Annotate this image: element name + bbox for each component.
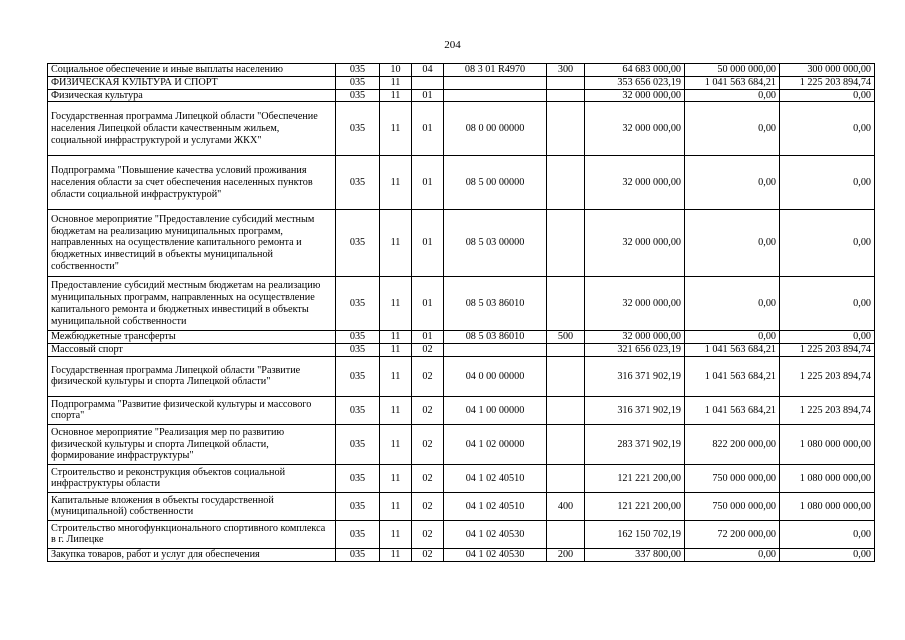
amount-year-3: 1 225 203 894,74 <box>780 356 875 396</box>
ved-code: 035 <box>336 331 380 344</box>
ved-code: 035 <box>336 464 380 492</box>
subsection-code: 01 <box>412 277 444 331</box>
amount-year-1: 32 000 000,00 <box>585 277 685 331</box>
amount-year-2: 0,00 <box>685 102 780 156</box>
subsection-code: 01 <box>412 102 444 156</box>
target-article-code: 08 5 00 00000 <box>444 156 547 210</box>
ved-code: 035 <box>336 76 380 89</box>
table-row <box>48 396 875 424</box>
amount-year-1: 32 000 000,00 <box>585 89 685 102</box>
amount-year-2: 1 041 563 684,21 <box>685 356 780 396</box>
subsection-code: 01 <box>412 331 444 344</box>
section-code: 11 <box>380 89 412 102</box>
ved-code: 035 <box>336 424 380 464</box>
section-code: 11 <box>380 356 412 396</box>
expense-type-code <box>547 520 585 548</box>
target-article-code <box>444 344 547 357</box>
amount-year-3: 0,00 <box>780 156 875 210</box>
expense-type-code <box>547 464 585 492</box>
subsection-code: 01 <box>412 210 444 277</box>
target-article-code: 04 1 02 00000 <box>444 424 547 464</box>
section-code: 11 <box>380 277 412 331</box>
amount-year-1: 32 000 000,00 <box>585 331 685 344</box>
expense-type-code <box>547 424 585 464</box>
subsection-code: 02 <box>412 424 444 464</box>
target-article-code: 04 1 02 40510 <box>444 464 547 492</box>
amount-year-1: 283 371 902,19 <box>585 424 685 464</box>
ved-code: 035 <box>336 89 380 102</box>
row-name: ФИЗИЧЕСКАЯ КУЛЬТУРА И СПОРТ <box>48 76 336 89</box>
expense-type-code <box>547 210 585 277</box>
target-article-code: 08 0 00 00000 <box>444 102 547 156</box>
amount-year-3: 1 080 000 000,00 <box>780 464 875 492</box>
subsection-code: 02 <box>412 464 444 492</box>
table-row <box>48 520 875 548</box>
amount-year-2: 750 000 000,00 <box>685 492 780 520</box>
row-name: Физическая культура <box>48 89 336 102</box>
table-row <box>48 277 875 331</box>
row-name: Строительство многофункционального спортивного комплекса в г. Липецке <box>48 520 336 548</box>
amount-year-1: 353 656 023,19 <box>585 76 685 89</box>
amount-year-1: 121 221 200,00 <box>585 492 685 520</box>
expense-type-code: 300 <box>547 64 585 77</box>
section-code: 11 <box>380 76 412 89</box>
expense-type-code <box>547 344 585 357</box>
row-name: Строительство и реконструкция объектов социальной инфраструктуры области <box>48 464 336 492</box>
ved-code: 035 <box>336 64 380 77</box>
expense-type-code <box>547 277 585 331</box>
target-article-code: 04 1 02 40530 <box>444 548 547 561</box>
amount-year-1: 32 000 000,00 <box>585 210 685 277</box>
row-name: Закупка товаров, работ и услуг для обеспечения <box>48 548 336 561</box>
target-article-code: 08 5 03 00000 <box>444 210 547 277</box>
amount-year-3: 0,00 <box>780 210 875 277</box>
ved-code: 035 <box>336 277 380 331</box>
section-code: 11 <box>380 548 412 561</box>
table-row <box>48 424 875 464</box>
ved-code: 035 <box>336 356 380 396</box>
amount-year-2: 1 041 563 684,21 <box>685 344 780 357</box>
row-name: Подпрограмма "Развитие физической культуры и массового спорта" <box>48 396 336 424</box>
expense-type-code <box>547 156 585 210</box>
amount-year-1: 337 800,00 <box>585 548 685 561</box>
amount-year-1: 32 000 000,00 <box>585 102 685 156</box>
amount-year-2: 1 041 563 684,21 <box>685 76 780 89</box>
expense-type-code: 200 <box>547 548 585 561</box>
target-article-code: 04 1 02 40510 <box>444 492 547 520</box>
target-article-code: 08 5 03 86010 <box>444 277 547 331</box>
amount-year-1: 121 221 200,00 <box>585 464 685 492</box>
amount-year-2: 72 200 000,00 <box>685 520 780 548</box>
section-code: 11 <box>380 331 412 344</box>
subsection-code: 04 <box>412 64 444 77</box>
row-name: Межбюджетные трансферты <box>48 331 336 344</box>
table-row <box>48 548 875 561</box>
section-code: 11 <box>380 344 412 357</box>
expense-type-code <box>547 89 585 102</box>
amount-year-3: 0,00 <box>780 331 875 344</box>
target-article-code: 04 0 00 00000 <box>444 356 547 396</box>
row-name: Основное мероприятие "Предоставление субсидий местным бюджетам на реализацию муниципальных программ, направленных на осуществление капитального ремонта и бюджетных инвестиций в объекты муниципальной собственности" <box>48 210 336 277</box>
amount-year-3: 0,00 <box>780 277 875 331</box>
table-row <box>48 356 875 396</box>
amount-year-3: 1 080 000 000,00 <box>780 424 875 464</box>
row-name: Государственная программа Липецкой области "Обеспечение населения Липецкой области качественным жильем, социальной инфраструктурой и услугами ЖКХ" <box>48 102 336 156</box>
table-row <box>48 156 875 210</box>
subsection-code: 02 <box>412 548 444 561</box>
subsection-code: 02 <box>412 356 444 396</box>
subsection-code: 02 <box>412 344 444 357</box>
target-article-code: 08 5 03 86010 <box>444 331 547 344</box>
row-name: Капитальные вложения в объекты государственной (муниципальной) собственности <box>48 492 336 520</box>
target-article-code <box>444 76 547 89</box>
table-row <box>48 210 875 277</box>
amount-year-3: 1 225 203 894,74 <box>780 344 875 357</box>
ved-code: 035 <box>336 520 380 548</box>
table-row <box>48 76 875 89</box>
row-name: Основное мероприятие "Реализация мер по развитию физической культуры и спорта Липецкой области, формирование инфраструктуры" <box>48 424 336 464</box>
expense-type-code: 500 <box>547 331 585 344</box>
amount-year-1: 162 150 702,19 <box>585 520 685 548</box>
amount-year-2: 1 041 563 684,21 <box>685 396 780 424</box>
target-article-code: 04 1 02 40530 <box>444 520 547 548</box>
table-row <box>48 331 875 344</box>
amount-year-1: 32 000 000,00 <box>585 156 685 210</box>
table-row <box>48 64 875 77</box>
amount-year-1: 321 656 023,19 <box>585 344 685 357</box>
amount-year-2: 50 000 000,00 <box>685 64 780 77</box>
section-code: 11 <box>380 396 412 424</box>
amount-year-2: 0,00 <box>685 548 780 561</box>
expense-type-code: 400 <box>547 492 585 520</box>
section-code: 11 <box>380 492 412 520</box>
row-name: Государственная программа Липецкой области "Развитие физической культуры и спорта Липецкой области" <box>48 356 336 396</box>
section-code: 11 <box>380 464 412 492</box>
amount-year-3: 300 000 000,00 <box>780 64 875 77</box>
subsection-code: 02 <box>412 396 444 424</box>
ved-code: 035 <box>336 548 380 561</box>
amount-year-1: 316 371 902,19 <box>585 356 685 396</box>
subsection-code: 02 <box>412 492 444 520</box>
amount-year-2: 822 200 000,00 <box>685 424 780 464</box>
section-code: 11 <box>380 424 412 464</box>
ved-code: 035 <box>336 396 380 424</box>
subsection-code: 02 <box>412 520 444 548</box>
amount-year-3: 0,00 <box>780 520 875 548</box>
section-code: 11 <box>380 156 412 210</box>
amount-year-1: 316 371 902,19 <box>585 396 685 424</box>
amount-year-2: 750 000 000,00 <box>685 464 780 492</box>
subsection-code: 01 <box>412 156 444 210</box>
amount-year-3: 1 225 203 894,74 <box>780 76 875 89</box>
section-code: 11 <box>380 210 412 277</box>
budget-table <box>47 63 875 562</box>
subsection-code <box>412 76 444 89</box>
page-number: 204 <box>444 39 461 51</box>
row-name: Подпрограмма "Повышение качества условий проживания населения области за счет обеспечения населенных пунктов области социальной инфраструктурой" <box>48 156 336 210</box>
amount-year-2: 0,00 <box>685 89 780 102</box>
amount-year-3: 0,00 <box>780 89 875 102</box>
table-row <box>48 492 875 520</box>
amount-year-3: 1 225 203 894,74 <box>780 396 875 424</box>
expense-type-code <box>547 356 585 396</box>
table-row <box>48 464 875 492</box>
ved-code: 035 <box>336 210 380 277</box>
ved-code: 035 <box>336 156 380 210</box>
section-code: 11 <box>380 102 412 156</box>
amount-year-2: 0,00 <box>685 210 780 277</box>
expense-type-code <box>547 102 585 156</box>
amount-year-2: 0,00 <box>685 156 780 210</box>
table-row <box>48 89 875 102</box>
section-code: 11 <box>380 520 412 548</box>
amount-year-3: 0,00 <box>780 548 875 561</box>
amount-year-2: 0,00 <box>685 331 780 344</box>
ved-code: 035 <box>336 102 380 156</box>
target-article-code <box>444 89 547 102</box>
row-name: Массовый спорт <box>48 344 336 357</box>
section-code: 10 <box>380 64 412 77</box>
table-row <box>48 344 875 357</box>
ved-code: 035 <box>336 492 380 520</box>
table-row <box>48 102 875 156</box>
row-name: Социальное обеспечение и иные выплаты населению <box>48 64 336 77</box>
expense-type-code <box>547 396 585 424</box>
ved-code: 035 <box>336 344 380 357</box>
amount-year-3: 0,00 <box>780 102 875 156</box>
row-name: Предоставление субсидий местным бюджетам на реализацию муниципальных программ, направленных на осуществление капитального ремонта и бюджетных инвестиций в объекты муниципальной собственности <box>48 277 336 331</box>
target-article-code: 08 3 01 R4970 <box>444 64 547 77</box>
target-article-code: 04 1 00 00000 <box>444 396 547 424</box>
amount-year-2: 0,00 <box>685 277 780 331</box>
expense-type-code <box>547 76 585 89</box>
subsection-code: 01 <box>412 89 444 102</box>
amount-year-1: 64 683 000,00 <box>585 64 685 77</box>
amount-year-3: 1 080 000 000,00 <box>780 492 875 520</box>
